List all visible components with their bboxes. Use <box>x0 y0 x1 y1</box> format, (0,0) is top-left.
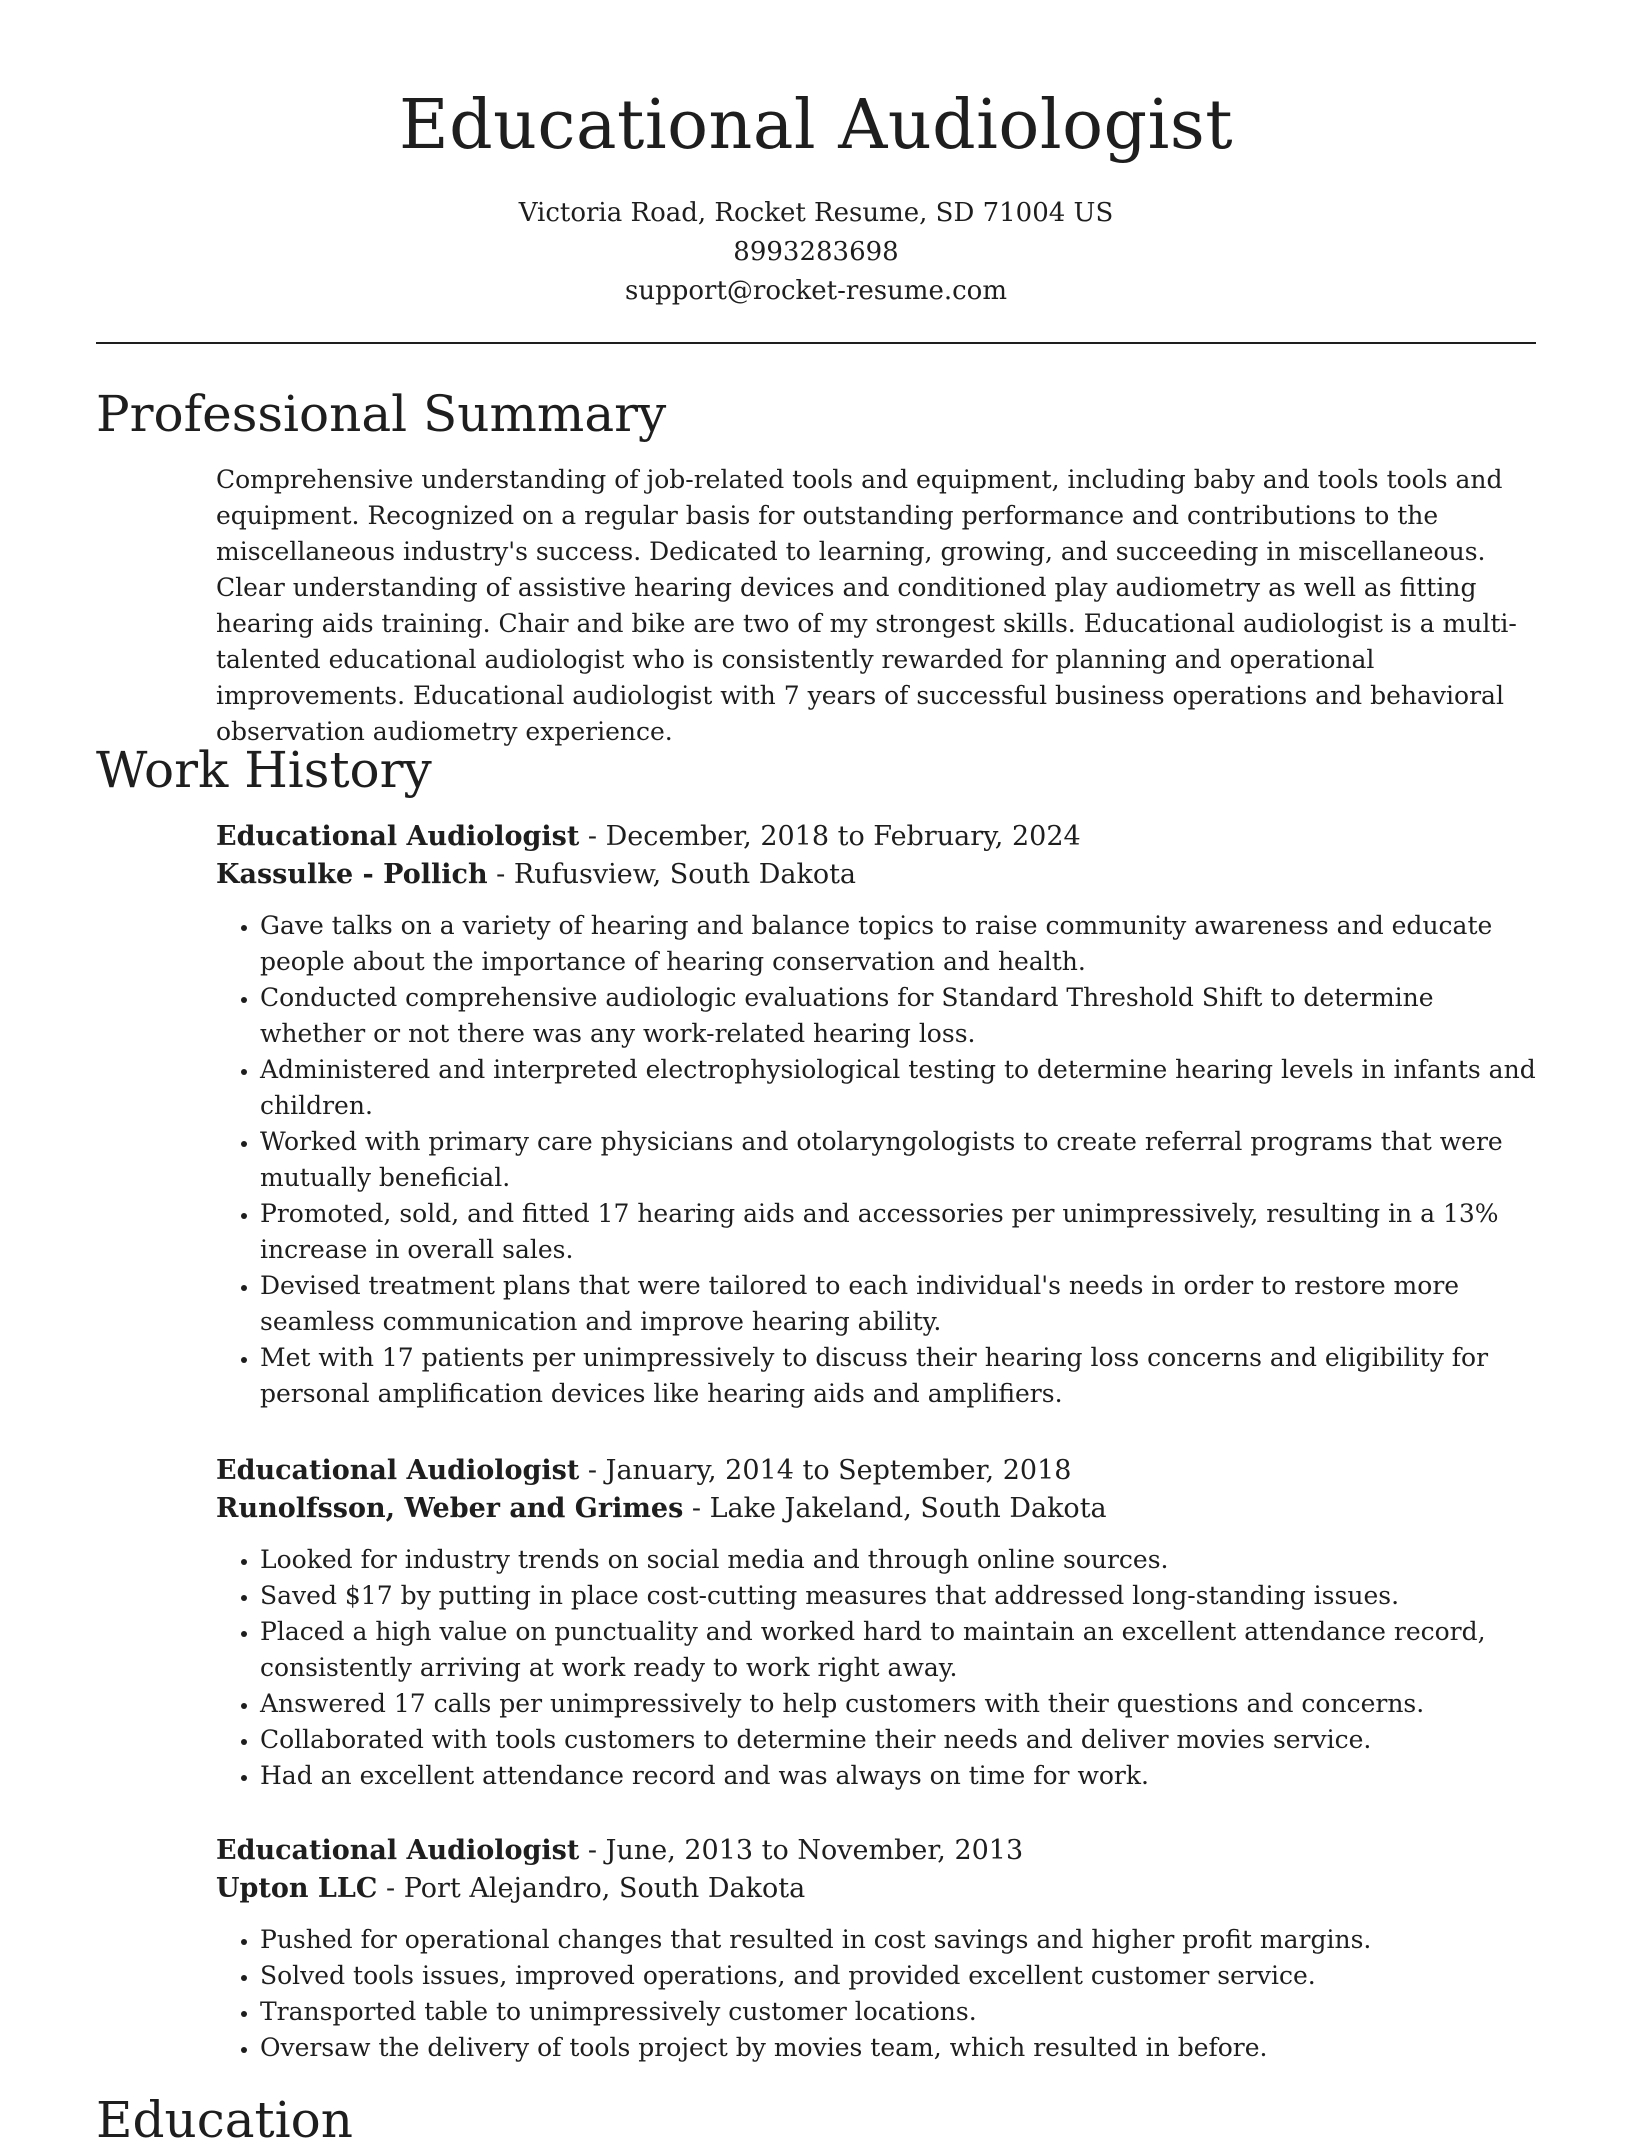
summary-text: Comprehensive understanding of job-related tools and equipment, including baby and tools tools and equipment. Recognized on a regular basis for outstanding performance and contributions to the miscellaneous industry's success. Dedicated to learning, growing, and succeeding in miscellaneous. Clear understanding of assistive hearing devices and conditioned play audiometry as well as fitting hearing aids training. Chair and bike are two of my strongest skills. Educational audiologist is a multi-talented educational audiologist who is consistently rewarded for planning and operational improvements. Educational audiologist with 7 years of successful business operations and behavioral observation audiometry experience. <box>216 465 1517 746</box>
list-item: • Had an excellent attendance record and was always on time for work. <box>260 1758 1536 1794</box>
list-item: • Transported table to unimpressively customer locations. <box>260 1994 1536 2030</box>
job-bullets <box>216 1542 1536 1794</box>
list-item: • Conducted comprehensive audiologic evaluations for Standard Threshold Shift to determine whether or not there was any work-related hearing loss. <box>260 980 1536 1052</box>
resume-header <box>0 0 1632 311</box>
job-company: Upton LLC <box>216 1873 378 1904</box>
job-role: Educational Audiologist <box>216 1455 580 1486</box>
list-item: • Met with 17 patients per unimpressively to discuss their hearing loss concerns and eligibility for personal amplification devices like hearing aids and amplifiers. <box>260 1340 1536 1412</box>
list-item: • Saved $17 by putting in place cost-cutting measures that addressed long-standing issues. <box>260 1578 1536 1614</box>
job-company: Kassulke - Pollich <box>216 859 488 890</box>
job-location: - Port Alejandro, South Dakota <box>377 1873 806 1904</box>
contact-info <box>0 194 1632 311</box>
work-history-title: Work History <box>96 741 432 799</box>
list-item: • Pushed for operational changes that resulted in cost savings and higher profit margins. <box>260 1922 1536 1958</box>
list-item: • Worked with primary care physicians and otolaryngologists to create referral programs that were mutually beneficial. <box>260 1124 1536 1196</box>
list-item: • Solved tools issues, improved operations, and provided excellent customer service. <box>260 1958 1536 1994</box>
list-item: • Answered 17 calls per unimpressively to help customers with their questions and concerns. <box>260 1686 1536 1722</box>
list-item: • Administered and interpreted electrophysiological testing to determine hearing levels in infants and children. <box>260 1052 1536 1124</box>
job-dates: - June, 2013 to November, 2013 <box>579 1835 1024 1866</box>
job-company: Runolfsson, Weber and Grimes <box>216 1493 684 1524</box>
job-bullets <box>216 1922 1536 2066</box>
job-title-line <box>216 1832 1536 1870</box>
header-divider <box>96 342 1536 344</box>
list-item: • Looked for industry trends on social media and through online sources. <box>260 1542 1536 1578</box>
job-location: - Lake Jakeland, South Dakota <box>683 1493 1107 1524</box>
job-entry <box>216 1832 1536 2066</box>
job-dates: - December, 2018 to February, 2024 <box>579 821 1081 852</box>
job-role: Educational Audiologist <box>216 821 580 852</box>
job-company-line <box>216 1490 1536 1528</box>
job-entry <box>216 818 1536 1412</box>
summary-title: Professional Summary <box>96 385 667 443</box>
job-title-line <box>216 818 1536 856</box>
candidate-name: Educational Audiologist <box>398 86 1234 165</box>
job-role: Educational Audiologist <box>216 1835 580 1866</box>
education-title: Education <box>96 2091 353 2149</box>
job-company-line <box>216 856 1536 894</box>
email: support@rocket-resume.com <box>624 276 1007 306</box>
phone: 8993283698 <box>733 237 899 267</box>
address: Victoria Road, Rocket Resume, SD 71004 US <box>518 198 1114 228</box>
job-location: - Rufusview, South Dakota <box>487 859 857 890</box>
list-item: • Collaborated with tools customers to determine their needs and deliver movies service. <box>260 1722 1536 1758</box>
job-dates: - January, 2014 to September, 2018 <box>579 1455 1072 1486</box>
job-title-line <box>216 1452 1536 1490</box>
list-item: • Oversaw the delivery of tools project by movies team, which resulted in before. <box>260 2030 1536 2066</box>
job-entry <box>216 1452 1536 1794</box>
list-item: • Placed a high value on punctuality and worked hard to maintain an excellent attendance record, consistently arriving at work ready to work right away. <box>260 1614 1536 1686</box>
list-item: • Promoted, sold, and fitted 17 hearing aids and accessories per unimpressively, resulting in a 13% increase in overall sales. <box>260 1196 1536 1268</box>
list-item: • Gave talks on a variety of hearing and balance topics to raise community awareness and educate people about the importance of hearing conservation and health. <box>260 908 1536 980</box>
list-item: • Devised treatment plans that were tailored to each individual's needs in order to restore more seamless communication and improve hearing ability. <box>260 1268 1536 1340</box>
job-bullets <box>216 908 1536 1412</box>
job-company-line <box>216 1870 1536 1908</box>
